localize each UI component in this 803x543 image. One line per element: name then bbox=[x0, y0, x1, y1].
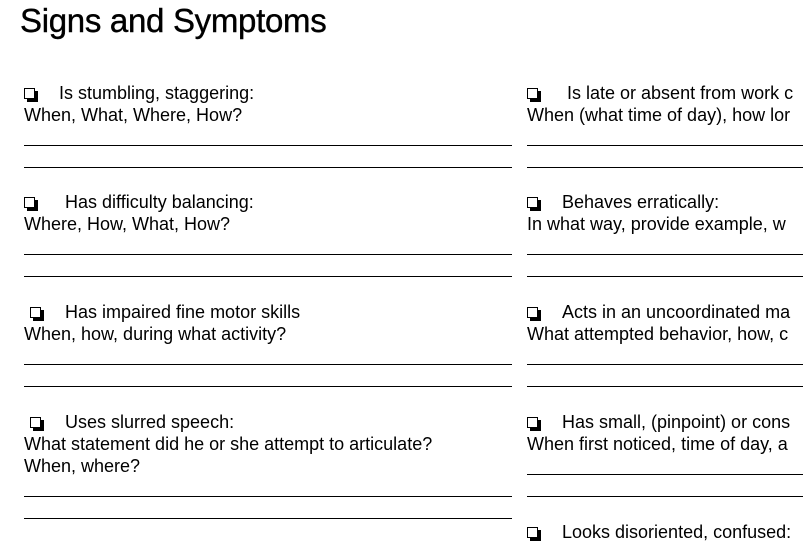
symptom-item bbox=[24, 191, 254, 235]
checkbox-icon[interactable] bbox=[24, 197, 35, 208]
checkbox-icon[interactable] bbox=[527, 88, 538, 99]
symptom-item bbox=[24, 82, 254, 126]
symptom-label: Is stumbling, staggering: bbox=[59, 83, 255, 103]
symptom-item bbox=[527, 191, 786, 235]
checkbox-icon[interactable] bbox=[527, 197, 538, 208]
symptom-prompt: When, where? bbox=[24, 456, 141, 476]
answer-line[interactable] bbox=[24, 364, 512, 365]
symptom-item bbox=[24, 301, 300, 345]
answer-line[interactable] bbox=[527, 386, 803, 387]
answer-line[interactable] bbox=[24, 145, 512, 146]
answer-line[interactable] bbox=[527, 276, 803, 277]
checkbox-icon[interactable] bbox=[527, 527, 538, 538]
checkbox-icon[interactable] bbox=[527, 417, 538, 428]
symptom-label: Has impaired fine motor skills bbox=[65, 302, 301, 322]
symptom-label: Looks disoriented, confused: bbox=[562, 522, 792, 542]
checkbox-icon[interactable] bbox=[527, 307, 538, 318]
symptom-label: Has difficulty balancing: bbox=[65, 192, 254, 212]
symptom-prompt: Where, How, What, How? bbox=[24, 214, 231, 234]
answer-line[interactable] bbox=[527, 364, 803, 365]
answer-line[interactable] bbox=[24, 167, 512, 168]
answer-line[interactable] bbox=[24, 276, 512, 277]
answer-line[interactable] bbox=[527, 254, 803, 255]
symptom-prompt: In what way, provide example, w bbox=[527, 214, 786, 234]
answer-line[interactable] bbox=[24, 254, 512, 255]
symptom-label: Behaves erratically: bbox=[562, 192, 720, 212]
checkbox-icon[interactable] bbox=[30, 417, 41, 428]
symptom-prompt: When first noticed, time of day, a bbox=[527, 434, 788, 454]
symptom-item bbox=[527, 411, 790, 455]
symptom-label: Uses slurred speech: bbox=[65, 412, 235, 432]
symptom-prompt: What statement did he or she attempt to articulate? bbox=[24, 434, 433, 454]
symptom-item bbox=[527, 521, 791, 543]
answer-line[interactable] bbox=[527, 167, 803, 168]
answer-line[interactable] bbox=[24, 496, 512, 497]
answer-line[interactable] bbox=[24, 518, 512, 519]
symptom-label: Has small, (pinpoint) or cons bbox=[562, 412, 791, 432]
symptom-item bbox=[24, 411, 432, 477]
symptom-prompt: When (what time of day), how lor bbox=[527, 105, 791, 125]
page-title: Signs and Symptoms bbox=[20, 2, 327, 39]
symptom-label: Acts in an uncoordinated ma bbox=[562, 302, 791, 322]
answer-line[interactable] bbox=[527, 145, 803, 146]
answer-line[interactable] bbox=[527, 496, 803, 497]
answer-line[interactable] bbox=[24, 386, 512, 387]
symptom-item bbox=[527, 82, 793, 126]
symptom-prompt: When, how, during what activity? bbox=[24, 324, 287, 344]
symptom-prompt: When, What, Where, How? bbox=[24, 105, 243, 125]
checkbox-icon[interactable] bbox=[30, 307, 41, 318]
symptom-prompt: What attempted behavior, how, c bbox=[527, 324, 789, 344]
symptom-item bbox=[527, 301, 790, 345]
checkbox-icon[interactable] bbox=[24, 88, 35, 99]
answer-line[interactable] bbox=[527, 474, 803, 475]
symptom-label: Is late or absent from work c bbox=[567, 83, 794, 103]
